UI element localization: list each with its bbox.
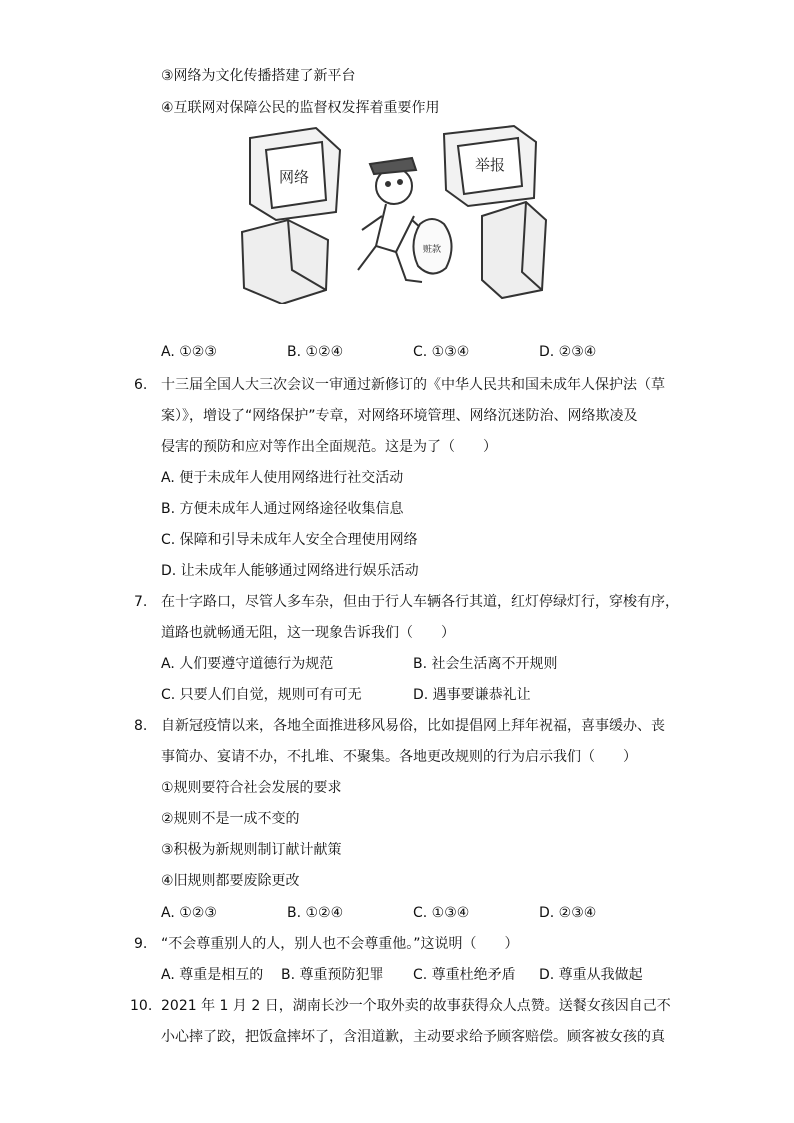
q6-option-d[interactable]: D. 让未成年人能够通过网络进行娱乐活动 <box>161 563 419 579</box>
q10-number: 10. <box>130 998 153 1014</box>
q8-statement-1: ①规则要符合社会发展的要求 <box>161 780 342 796</box>
q5-statement-4: ④互联网对保障公民的监督权发挥着重要作用 <box>161 100 440 116</box>
q8-option-d[interactable]: D. ②③④ <box>539 905 597 921</box>
q8-statement-4: ④旧规则都要废除更改 <box>161 873 300 889</box>
q6-option-a[interactable]: A. 便于未成年人使用网络进行社交活动 <box>161 470 404 486</box>
q10-text-line-1: 2021 年 1 月 2 日，湖南长沙一个取外卖的故事获得众人点赞。送餐女孩因自己不 <box>161 998 671 1014</box>
q6-text-line-2: 案）》，增设了“网络保护”专章，对网络环境管理、网络沉迷防治、网络欺凌及 <box>161 408 638 424</box>
q8-number: 8. <box>134 718 148 734</box>
q6-option-b[interactable]: B. 方便未成年人通过网络途径收集信息 <box>161 501 404 517</box>
q9-text: “不会尊重别人的人，别人也不会尊重他。”这说明（ ） <box>161 936 519 952</box>
q9-option-b[interactable]: B. 尊重预防犯罪 <box>281 967 384 983</box>
q6-text-line-1: 十三届全国人大三次会议一审通过新修订的《中华人民共和国未成年人保护法（草 <box>161 377 665 393</box>
q6-number: 6. <box>134 377 148 393</box>
q6-option-c[interactable]: C. 保障和引导未成年人安全合理使用网络 <box>161 532 418 548</box>
q7-option-b[interactable]: B. 社会生活离不开规则 <box>413 656 558 672</box>
q9-number: 9. <box>134 936 148 952</box>
q7-text-line-2: 道路也就畅通无阻，这一现象告诉我们（ ） <box>161 625 455 641</box>
q9-option-d[interactable]: D. 尊重从我做起 <box>539 967 643 983</box>
cartoon-label-bag: 赃款 <box>422 245 442 255</box>
q7-text-line-1: 在十字路口，尽管人多车杂，但由于行人车辆各行其道，红灯停绿灯行，穿梭有序， <box>161 594 679 610</box>
q9-option-c[interactable]: C. 尊重杜绝矛盾 <box>413 967 516 983</box>
q7-option-c[interactable]: C. 只要人们自觉，规则可有可无 <box>161 687 362 703</box>
cartoon-label-report: 举报 <box>474 156 506 174</box>
cartoon-label-network: 网络 <box>278 168 310 186</box>
network-report-cartoon <box>236 120 552 304</box>
q8-statement-2: ②规则不是一成不变的 <box>161 811 300 827</box>
q9-option-a[interactable]: A. 尊重是相互的 <box>161 967 264 983</box>
q5-option-d[interactable]: D. ②③④ <box>539 344 597 360</box>
q5-option-b[interactable]: B. ①②④ <box>287 344 344 360</box>
q8-statement-3: ③积极为新规则制订献计献策 <box>161 842 342 858</box>
q8-option-b[interactable]: B. ①②④ <box>287 905 344 921</box>
q5-option-c[interactable]: C. ①③④ <box>413 344 470 360</box>
q5-statement-3: ③网络为文化传播搭建了新平台 <box>161 68 356 84</box>
q10-text-line-2: 小心摔了跤，把饭盒摔坏了，含泪道歉，主动要求给予顾客赔偿。顾客被女孩的真 <box>161 1029 665 1045</box>
q8-text-line-2: 事简办、宴请不办，不扎堆、不聚集。各地更改规则的行为启示我们（ ） <box>161 749 637 765</box>
q8-option-c[interactable]: C. ①③④ <box>413 905 470 921</box>
q7-number: 7. <box>134 594 148 610</box>
q6-text-line-3: 侵害的预防和应对等作出全面规范。这是为了（ ） <box>161 439 497 455</box>
q5-option-a[interactable]: A. ①②③ <box>161 344 217 360</box>
q7-option-d[interactable]: D. 遇事要谦恭礼让 <box>413 687 531 703</box>
q8-option-a[interactable]: A. ①②③ <box>161 905 217 921</box>
q8-text-line-1: 自新冠疫情以来，各地全面推进移风易俗，比如提倡网上拜年祝福，喜事缓办、丧 <box>161 718 665 734</box>
q7-option-a[interactable]: A. 人们要遵守道德行为规范 <box>161 656 334 672</box>
